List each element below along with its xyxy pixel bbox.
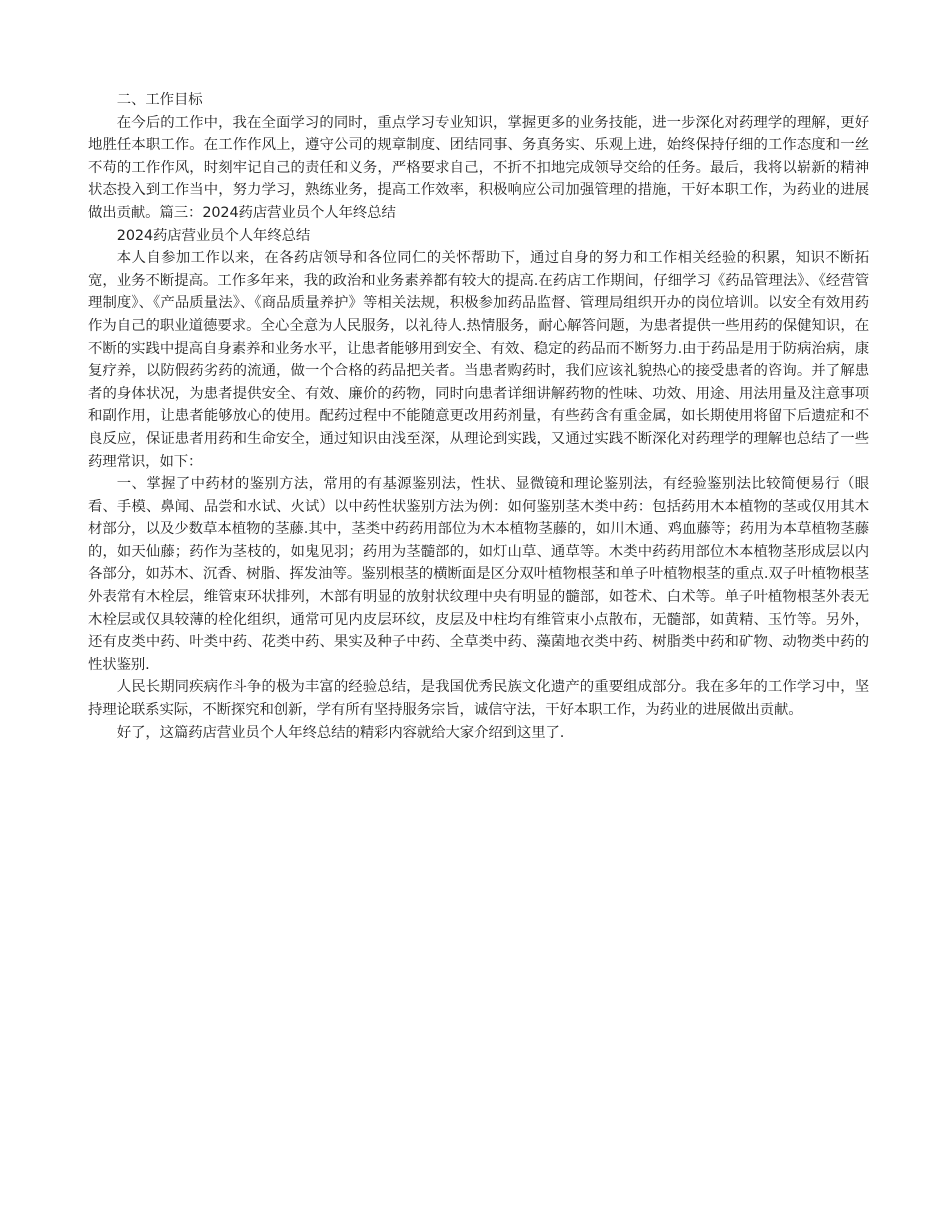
paragraph-experience: 人民长期同疾病作斗争的极为丰富的经验总结，是我国优秀民族文化遗产的重要组成部分。我在多年的工作学习中，坚持理论联系实际，不断探究和创新，学有所有坚持服务宗旨，诚信守法，干好本职工作，为药业的进展做出贡献。	[88, 679, 869, 719]
paragraph-work-goals: 在今后的工作中，我在全面学习的同时，重点学习专业知识，掌握更多的业务技能，进一步深化对药理学的理解，更好地胜任本职工作。在工作作风上，遵守公司的规章制度、团结同事、务真务实、乐观上进，始终保持仔细的工作态度和一丝不苟的工作作风，时刻牢记自己的责任和义务，严格要求自己，不折不扣地完成领导交给的任务。最后，我将以崭新的精神状态投入到工作当中，努力学习，熟练业务，提高工作效率，积极响应公司加强管理的措施，干好本职工作，为药业的进展做出贡献。篇三：2024药店营业员个人年终总结	[88, 114, 869, 221]
section-heading: 二、工作目标	[116, 92, 203, 108]
paragraph-identification-methods: 一、掌握了中药材的鉴别方法，常用的有基源鉴别法，性状、显微镜和理论鉴别法，有经验鉴别法比较简便易行（眼看、手模、鼻闻、品尝和水试、火试）以中药性状鉴别方法为例：如何鉴别茎木类中药：包括药用木本植物的茎或仅用其木材部分，以及少数草本植物的茎藤.其中，茎类中药药用部位为木本植物茎藤的，如川木通、鸡血藤等；药用为本草植物茎藤的，如天仙藤；药作为茎枝的，如鬼见羽；药用为茎髓部的，如灯山草、通草等。木类中药药用部位木本植物茎形成层以内各部分，如苏木、沉香、树脂、挥发油等。鉴别根茎的横断面是区分双叶植物根茎和单子叶植物根茎的重点.双子叶植物根茎外表常有木栓层，维管束环状排列，木部有明显的放射状纹理中央有明显的髓部，如苍术、白术等。单子叶植物根茎外表无木栓层或仅具较薄的栓化组织，通常可见内皮层环纹，皮层及中柱均有维管束小点散布，无髓部，如黄精、玉竹等。另外，还有皮类中药、叶类中药、花类中药、果实及种子中药、全草类中药、藻菌地衣类中药、树脂类中药和矿物、动物类中药的性状鉴别.	[88, 476, 869, 673]
document-body	[88, 89, 869, 744]
article-title: 2024药店营业员个人年终总结	[116, 227, 311, 244]
paragraph-summary-intro: 本人自参加工作以来，在各药店领导和各位同仁的关怀帮助下，通过自身的努力和工作相关经验的积累，知识不断拓宽，业务不断提高。工作多年来，我的政治和业务素养都有较大的提高.在药店工作期间，仔细学习《药品管理法》、《经营管理制度》、《产品质量法》、《商品质量养护》等相关法规，积极参加药品监督、管理局组织开办的岗位培训。以安全有效用药作为自己的职业道德要求。全心全意为人民服务，以礼待人.热情服务，耐心解答问题，为患者提供一些用药的保健知识，在不断的实践中提高自身素养和业务水平，让患者能够用到安全、有效、稳定的药品而不断努力.由于药品是用于防病治病，康复疗养，以防假药劣药的流通，做一个合格的药品把关者。当患者购药时，我们应该礼貌热心的接受患者的咨询。并了解患者的身体状况，为患者提供安全、有效、廉价的药物，同时向患者详细讲解药物的性味、功效、用途、用法用量及注意事项和副作用，让患者能够放心的使用。配药过程中不能随意更改用药剂量，有些药含有重金属，如长期使用将留下后遗症和不良反应，保证患者用药和生命安全，通过知识由浅至深，从理论到实践，又通过实践不断深化对药理学的理解也总结了一些药理常识，如下：	[88, 250, 869, 470]
paragraph-closing: 好了，这篇药店营业员个人年终总结的精彩内容就给大家介绍到这里了.	[116, 724, 565, 741]
